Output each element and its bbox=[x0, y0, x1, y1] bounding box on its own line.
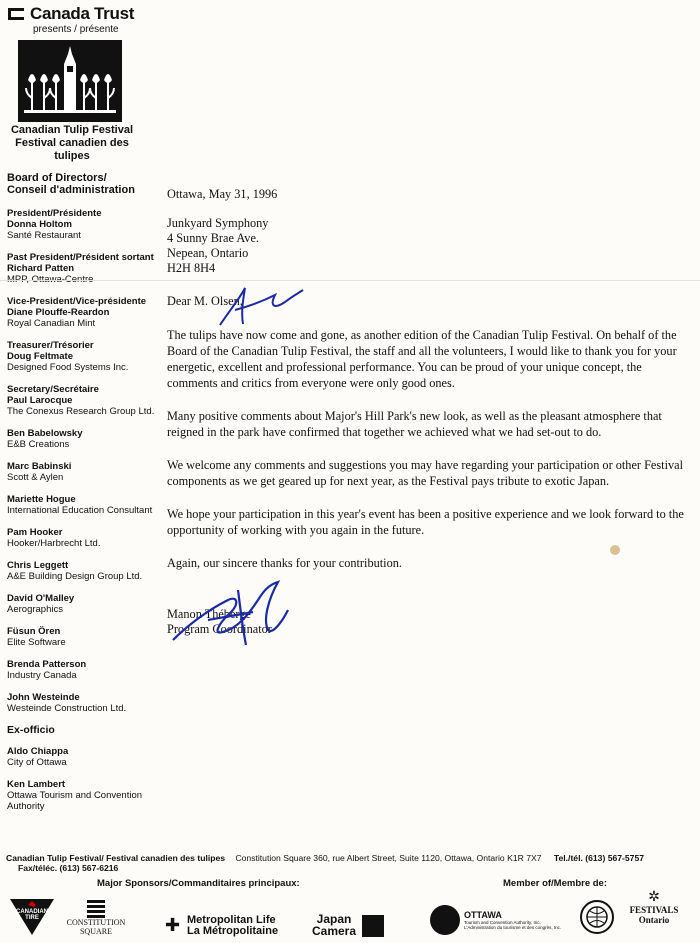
festival-name bbox=[10, 124, 134, 163]
member-organization: Scott & Aylen bbox=[7, 472, 64, 483]
member-name: Ben Babelowsky bbox=[7, 428, 83, 439]
signer-name: Manon Théberge bbox=[167, 607, 251, 621]
member-org-name: FESTIVALS Ontario bbox=[629, 905, 679, 925]
ex-officio-title: Ex-officio bbox=[7, 724, 55, 736]
brand-name: Canada Trust bbox=[30, 4, 135, 23]
board-member bbox=[7, 208, 157, 241]
board-member bbox=[7, 384, 157, 417]
ex-officio-member bbox=[7, 746, 157, 768]
member-organization: Aerographics bbox=[7, 604, 63, 615]
building-icon bbox=[87, 898, 105, 918]
member-organization: A&E Building Design Group Ltd. bbox=[7, 571, 143, 582]
board-member bbox=[7, 340, 157, 373]
bicycle-icon: ✲ bbox=[648, 888, 660, 904]
board-member bbox=[7, 461, 157, 483]
address-line: H2H 8H4 bbox=[167, 261, 216, 275]
member-name: Ken Lambert bbox=[7, 779, 66, 790]
camera-icon bbox=[362, 915, 384, 937]
letter-date: Ottawa, May 31, 1996 bbox=[167, 187, 278, 201]
member-organization: E&B Creations bbox=[7, 439, 70, 450]
ottawa-tourism-logo-icon bbox=[430, 905, 460, 935]
board-member bbox=[7, 560, 157, 582]
sponsor-name: Japan Camera bbox=[311, 912, 357, 938]
member-name: John Westeinde bbox=[7, 692, 80, 703]
board-member bbox=[7, 428, 157, 450]
member-name: Mariette Hogue bbox=[7, 494, 76, 505]
recipient-address bbox=[167, 216, 687, 276]
footer-address: Constitution Square 360, rue Albert Street, Suite 1120, Ottawa, Ontario K1R 7X7 bbox=[235, 853, 542, 863]
member-name: Füsun Ören bbox=[7, 626, 61, 637]
paragraph: We hope your participation in this year's event has been a positive experience and we look forward to the opportunity of working with you again in the future. bbox=[167, 507, 684, 537]
member-role: Past President/Président sortant bbox=[7, 252, 154, 263]
paragraph: Many positive comments about Major's Hill Park's new look, as well as the pleasant atmosphere that reigned in the park have confirmed that together we achieved what we had set-out to do. bbox=[167, 409, 662, 439]
member-organization: The Conexus Research Group Ltd. bbox=[7, 406, 155, 417]
closing-line: Again, our sincere thanks for your contribution. bbox=[167, 556, 402, 570]
member-organization: International Education Consultant bbox=[7, 505, 153, 516]
tulip-festival-logo-icon bbox=[18, 40, 122, 122]
board-of-directors-list bbox=[7, 172, 157, 823]
cross-icon: ✚ bbox=[165, 915, 181, 935]
festival-name-en: Canadian Tulip Festival bbox=[10, 124, 134, 136]
member-role: Treasurer/Trésorier bbox=[7, 340, 94, 351]
member-title: Member of/Membre de: bbox=[503, 878, 607, 889]
canadian-tire-logo-icon bbox=[6, 893, 58, 937]
board-member bbox=[7, 296, 157, 329]
constitution-square-logo bbox=[64, 898, 128, 936]
member-name: Marc Babinski bbox=[7, 461, 72, 472]
paragraph: The tulips have now come and gone, as another edition of the Canadian Tulip Festival. On behalf of the Board of the Canadian Tulip Festival, the staff and all the volunteers, I would like to thank you for your energetic, excellent and professional performance. You can be proud of your unique concept, the comments and critics from everyone were only good ones. bbox=[167, 328, 677, 390]
board-member bbox=[7, 494, 157, 516]
ex-officio-member bbox=[7, 779, 157, 812]
signer-title: Program Coordinator bbox=[167, 622, 272, 636]
member-organization: City of Ottawa bbox=[7, 757, 67, 768]
letterhead-footer bbox=[6, 853, 696, 873]
member-organization: Industry Canada bbox=[7, 670, 77, 681]
member-organization: Designed Food Systems Inc. bbox=[7, 362, 129, 373]
member-name: Richard Patten bbox=[7, 263, 75, 274]
canada-trust-logo-icon bbox=[8, 8, 24, 20]
address-line: Nepean, Ontario bbox=[167, 246, 249, 260]
member-name: Aldo Chiappa bbox=[7, 746, 69, 757]
address-line: 4 Sunny Brae Ave. bbox=[167, 231, 259, 245]
member-name: Pam Hooker bbox=[7, 527, 63, 538]
paper-fold bbox=[0, 280, 700, 281]
member-role: Vice-President/Vice-présidente bbox=[7, 296, 147, 307]
sponsor-name: La Métropolitaine bbox=[187, 925, 279, 937]
board-member bbox=[7, 626, 157, 648]
handwritten-signature-icon bbox=[168, 570, 308, 670]
member-role: President/Présidente bbox=[7, 208, 102, 219]
board-title: Board of Directors/ Conseil d'administration bbox=[7, 172, 135, 196]
member-role: Secretary/Secrétaire bbox=[7, 384, 99, 395]
board-member bbox=[7, 527, 157, 549]
handwritten-initials-icon bbox=[215, 280, 305, 330]
footer-org: Canadian Tulip Festival/ Festival canadien des tulipes bbox=[6, 853, 226, 863]
sponsors-title: Major Sponsors/Commanditaires principaux: bbox=[97, 878, 300, 889]
member-name: David O'Malley bbox=[7, 593, 75, 604]
member-name: Diane Plouffe-Reardon bbox=[7, 307, 110, 318]
member-organization: Royal Canadian Mint bbox=[7, 318, 96, 329]
member-name: Donna Holtom bbox=[7, 219, 72, 230]
sponsor-name: Metropolitan Life bbox=[187, 914, 276, 926]
sponsor-name: CONSTITUTION SQUARE bbox=[66, 918, 126, 936]
member-organization: Santé Restaurant bbox=[7, 230, 81, 241]
paragraph: We welcome any comments and suggestions you may have regarding your participation or other Festival components as we get geared up for next year, as the Festival pays tribute to exotic Japan. bbox=[167, 458, 684, 488]
globe-logo-icon bbox=[580, 900, 614, 934]
member-name: Brenda Patterson bbox=[7, 659, 87, 670]
presents-text: presents / présente bbox=[33, 24, 119, 35]
member-name: Paul Larocque bbox=[7, 395, 73, 406]
sponsor-name: CANADIAN TIRE bbox=[16, 909, 48, 921]
footer-fax: Fax/téléc. (613) 567-6216 bbox=[18, 863, 119, 873]
ottawa-tourism-logo: OTTAWA Tourism and Convention Authority, Inc. L'Administration du tourisme et des congrès, Inc. bbox=[464, 910, 574, 930]
festival-name-fr: Festival canadien des tulipes bbox=[15, 137, 129, 162]
footer-tel: Tel./tél. (613) 567-5757 bbox=[553, 853, 645, 863]
member-organization: Ottawa Tourism and Convention Authority bbox=[7, 790, 143, 812]
board-member bbox=[7, 692, 157, 714]
paper-stain bbox=[610, 545, 620, 555]
address-line: Junkyard Symphony bbox=[167, 216, 269, 230]
member-org-name: OTTAWA bbox=[464, 910, 502, 920]
member-name: Doug Feltmate bbox=[7, 351, 73, 362]
member-name: Chris Leggett bbox=[7, 560, 69, 571]
festivals-ontario-logo bbox=[624, 888, 684, 925]
board-member bbox=[7, 659, 157, 681]
member-organization: Hooker/Harbrecht Ltd. bbox=[7, 538, 101, 549]
board-member bbox=[7, 593, 157, 615]
member-organization: Elite Software bbox=[7, 637, 66, 648]
salutation: Dear M. Olsen, bbox=[167, 294, 243, 308]
member-organization: Westeinde Construction Ltd. bbox=[7, 703, 127, 714]
